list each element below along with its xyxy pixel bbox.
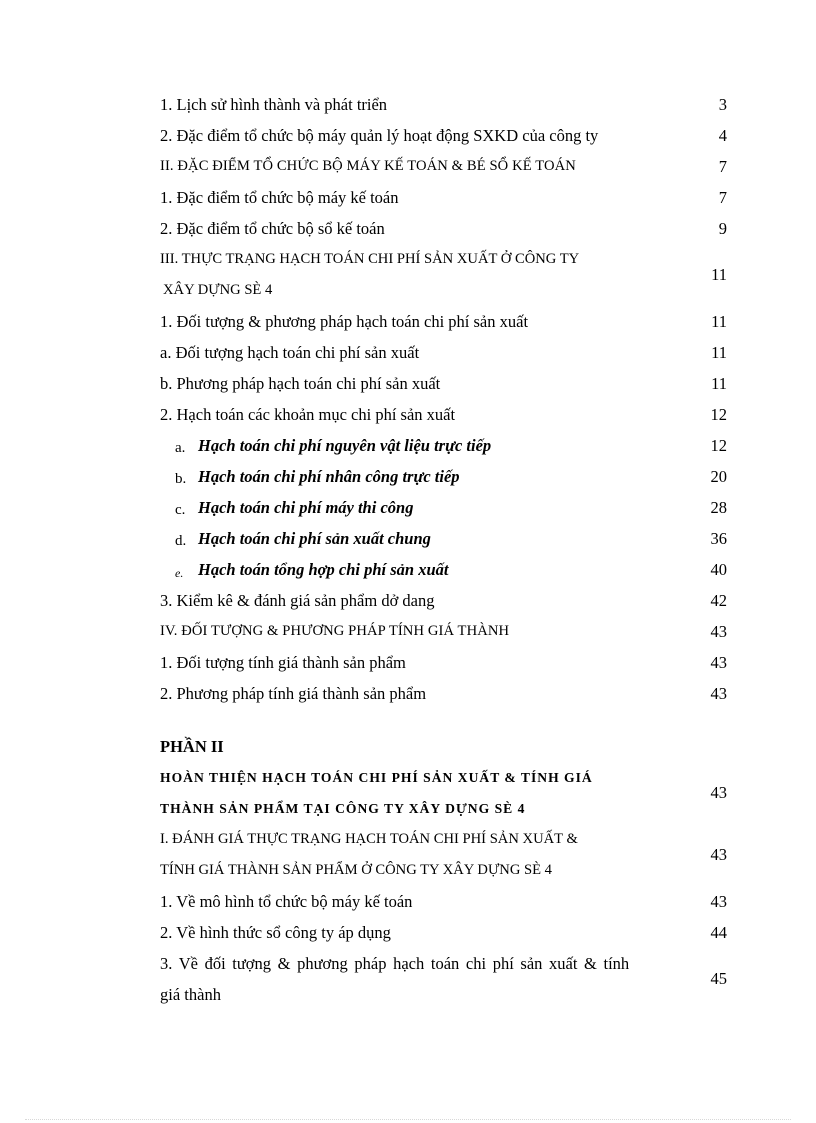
toc-section-entry [160,824,730,886]
toc-entry-page: 11 [711,374,727,393]
toc-entry-page: 43 [710,622,727,641]
toc-section-title-line1: I. ĐÁNH GIÁ THỰC TRẠNG HẠCH TOÁN CHI PHÍ SẢN XUẤT & [160,831,578,847]
toc-subentry [160,492,730,523]
toc-entry-page: 4 [718,126,727,145]
toc-subentry-letter: d. [175,533,187,549]
toc-subentry [160,430,730,461]
page-bottom-divider [25,1119,791,1120]
toc-entry-page: 43 [710,783,727,802]
toc-subentry-letter: e. [175,566,184,580]
toc-entry-page: 7 [718,188,727,207]
toc-section-title-line2: TÍNH GIÁ THÀNH SẢN PHẨM Ở CÔNG TY XÂY DỰNG SÈ 4 [160,862,552,878]
toc-entry [160,399,730,430]
toc-entry-page: 45 [710,969,727,988]
toc-entry-title-line2: giá thành [160,985,221,1004]
toc-subentry-title: Hạch toán chi phí sản xuất chung [198,529,431,548]
toc-section-title-line2: XÂY DỰNG SÈ 4 [163,282,273,298]
toc-entry [160,585,730,616]
toc-entry-title: a. Đối tượng hạch toán chi phí sản xuất [160,343,420,362]
toc-entry [160,948,730,1010]
toc-entry-page: 12 [710,436,727,455]
toc-entry-page: 12 [710,405,727,424]
toc-entry-page: 20 [710,467,727,486]
toc-subentry-title: Hạch toán chi phí nguyên vật liệu trực tiếp [198,436,492,455]
toc-entry [160,213,730,244]
toc-entry-page: 36 [710,529,727,548]
toc-entry-title: b. Phương pháp hạch toán chi phí sản xuất [160,374,441,393]
toc-section-title: IV. ĐỐI TƯỢNG & PHƯƠNG PHÁP TÍNH GIÁ THÀNH [160,623,510,639]
toc-entry-page: 11 [711,265,727,284]
toc-entry-title: 3. Kiểm kê & đánh giá sản phẩm dở dang [160,591,435,610]
part-heading: PHẦN II [160,737,224,756]
toc-entry [160,120,730,151]
table-of-contents [160,89,730,1010]
toc-subentry [160,461,730,492]
toc-subentry-title: Hạch toán chi phí máy thi công [198,498,414,517]
toc-entry-page: 42 [710,591,727,610]
toc-entry-title: 1. Lịch sử hình thành và phát triển [160,95,388,114]
toc-entry [160,647,730,678]
toc-entry-page: 28 [710,498,727,517]
toc-subentry [160,554,730,585]
toc-subentry [160,523,730,554]
toc-entry-page: 43 [710,684,727,703]
toc-entry-page: 43 [710,653,727,672]
toc-entry-page: 40 [710,560,727,579]
toc-subentry-letter: b. [175,471,187,487]
toc-entry-title: 2. Phương pháp tính giá thành sản phẩm [160,684,427,703]
toc-entry-title: 2. Về hình thức sổ công ty áp dụng [160,923,391,942]
toc-entry-title: 2. Đặc điểm tổ chức bộ máy quản lý hoạt động SXKD của công ty [160,126,599,145]
toc-entry [160,678,730,709]
toc-section-title-line1: III. THỰC TRẠNG HẠCH TOÁN CHI PHÍ SẢN XUẤT Ở CÔNG TY [160,251,580,267]
toc-part-title-line1: HOÀN THIỆN HẠCH TOÁN CHI PHÍ SẢN XUẤT & TÍNH GIÁ [160,770,593,785]
toc-entry-page: 43 [710,845,727,864]
toc-subentry-title: Hạch toán tổng hợp chi phí sản xuất [198,560,449,579]
toc-entry-title: 1. Đặc điểm tổ chức bộ máy kế toán [160,188,399,207]
toc-subentry-title: Hạch toán chi phí nhân công trực tiếp [198,467,460,486]
toc-entry-page: 11 [711,312,727,331]
toc-entry-title: 2. Hạch toán các khoản mục chi phí sản xuất [160,405,456,424]
toc-entry [160,368,730,399]
toc-entry-title-line1: 3. Về đối tượng & phương pháp hạch toán chi phí sản xuất & tính [160,954,630,973]
toc-entry-title: 1. Đối tượng & phương pháp hạch toán chi phí sản xuất [160,312,529,331]
toc-entry-title: 1. Về mô hình tổ chức bộ máy kế toán [160,892,413,911]
toc-entry [160,182,730,213]
toc-entry-page: 7 [718,157,727,176]
toc-entry [160,89,730,120]
toc-section-title: II. ĐẶC ĐIỂM TỔ CHỨC BỘ MÁY KẾ TOÁN & BÉ SỔ KẾ TOÁN [160,158,576,174]
toc-entry-page: 44 [710,923,727,942]
toc-part-title-line2: THÀNH SẢN PHẨM TẠI CÔNG TY XÂY DỰNG SÈ 4 [160,801,526,816]
toc-section-entry [160,244,730,306]
toc-entry-page: 9 [718,219,727,238]
toc-entry [160,917,730,948]
toc-entry-title: 2. Đặc điểm tổ chức bộ sổ kế toán [160,219,385,238]
toc-section-entry [160,616,730,647]
toc-entry-page: 43 [710,892,727,911]
toc-subentry-letter: a. [175,440,186,456]
toc-entry [160,886,730,917]
toc-entry [160,306,730,337]
toc-entry-page: 3 [718,95,727,114]
toc-subentry-letter: c. [175,502,186,518]
toc-section-entry [160,151,730,182]
toc-entry-page: 11 [711,343,727,362]
toc-entry-title: 1. Đối tượng tính giá thành sản phẩm [160,653,406,672]
toc-entry [160,337,730,368]
toc-part-title-entry [160,762,730,824]
